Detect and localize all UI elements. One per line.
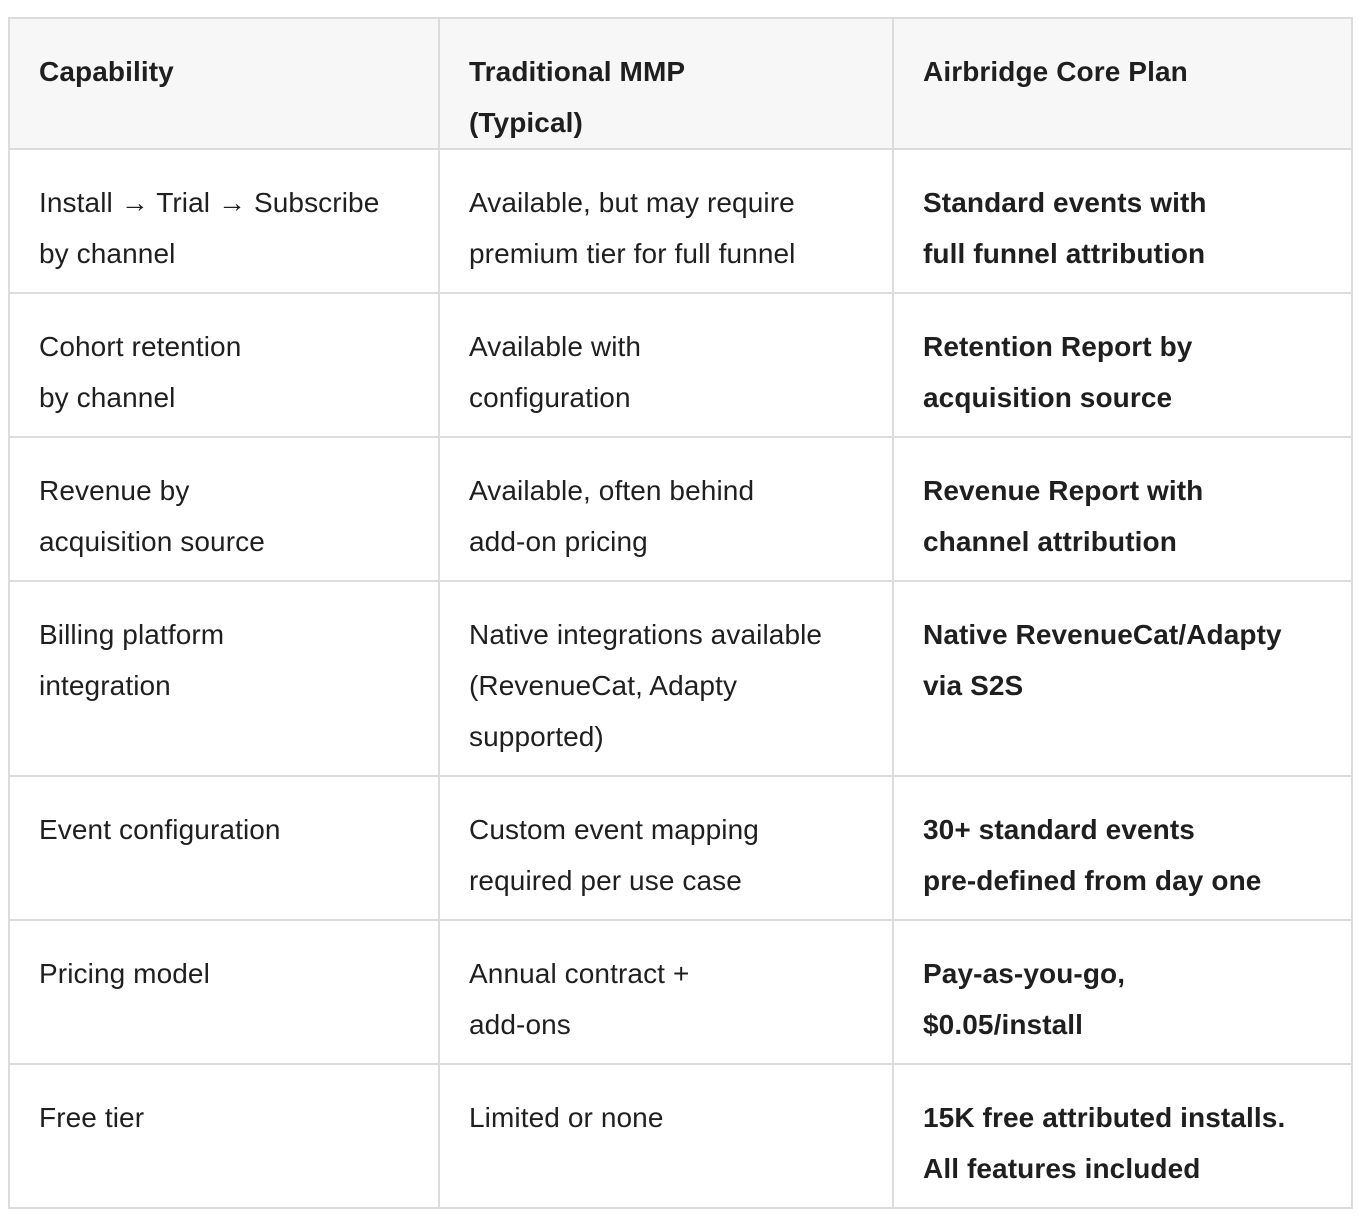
cell-line: via S2S	[923, 670, 1024, 701]
table-row	[9, 437, 1352, 581]
header-capability	[9, 18, 439, 149]
comparison-table-container	[8, 17, 1351, 1209]
traditional-cell	[439, 293, 893, 437]
cell-line: by channel	[39, 382, 176, 413]
cell-line: full funnel attribution	[923, 238, 1206, 269]
cell-line: add-on pricing	[469, 526, 648, 557]
traditional-cell	[439, 1064, 893, 1208]
cell-line: (RevenueCat, Adapty	[469, 670, 738, 701]
cell-line: Revenue Report with	[923, 475, 1204, 506]
header-line: Traditional MMP	[469, 56, 686, 87]
cell-line: acquisition source	[39, 526, 265, 557]
airbridge-cell	[893, 149, 1352, 293]
cell-line: Annual contract +	[469, 958, 690, 989]
cell-line: Limited or none	[469, 1102, 664, 1133]
cell-line: add-ons	[469, 1009, 571, 1040]
traditional-cell	[439, 149, 893, 293]
capability-cell	[9, 776, 439, 920]
capability-cell	[9, 581, 439, 776]
cell-line: 30+ standard events	[923, 814, 1195, 845]
header-line: Airbridge Core Plan	[923, 56, 1188, 87]
capability-cell	[9, 149, 439, 293]
cell-line: Install → Trial → Subscribe	[39, 187, 380, 218]
airbridge-cell	[893, 920, 1352, 1064]
cell-line: Native RevenueCat/Adapty	[923, 619, 1282, 650]
cell-line: Native integrations available	[469, 619, 823, 650]
cell-line: channel attribution	[923, 526, 1177, 557]
cell-line: Standard events with	[923, 187, 1207, 218]
cell-line: pre-defined from day one	[923, 865, 1262, 896]
cell-line: acquisition source	[923, 382, 1173, 413]
cell-line: premium tier for full funnel	[469, 238, 796, 269]
cell-line: Billing platform	[39, 619, 225, 650]
comparison-table	[8, 17, 1353, 1209]
cell-line: Pay-as-you-go,	[923, 958, 1126, 989]
airbridge-cell	[893, 293, 1352, 437]
cell-line: integration	[39, 670, 171, 701]
cell-line: Available, but may require	[469, 187, 795, 218]
capability-cell	[9, 437, 439, 581]
table-row	[9, 920, 1352, 1064]
cell-line: Custom event mapping	[469, 814, 759, 845]
cell-line: supported)	[469, 721, 604, 752]
cell-line: Event configuration	[39, 814, 281, 845]
table-row	[9, 776, 1352, 920]
traditional-cell	[439, 776, 893, 920]
airbridge-cell	[893, 1064, 1352, 1208]
cell-line: Available, often behind	[469, 475, 755, 506]
traditional-cell	[439, 581, 893, 776]
header-line: (Typical)	[469, 107, 583, 138]
header-line: Capability	[39, 56, 174, 87]
airbridge-cell	[893, 581, 1352, 776]
cell-line: Revenue by	[39, 475, 190, 506]
table-header-row	[9, 18, 1352, 149]
traditional-cell	[439, 437, 893, 581]
airbridge-cell	[893, 776, 1352, 920]
capability-cell	[9, 1064, 439, 1208]
table-row	[9, 149, 1352, 293]
traditional-cell	[439, 920, 893, 1064]
cell-line: Available with	[469, 331, 642, 362]
table-row	[9, 581, 1352, 776]
cell-line: Free tier	[39, 1102, 145, 1133]
cell-line: Retention Report by	[923, 331, 1193, 362]
cell-line: Cohort retention	[39, 331, 242, 362]
table-row	[9, 1064, 1352, 1208]
table-row	[9, 293, 1352, 437]
header-traditional-mmp	[439, 18, 893, 149]
cell-line: Pricing model	[39, 958, 210, 989]
capability-cell	[9, 293, 439, 437]
cell-line: All features included	[923, 1153, 1201, 1184]
cell-line: configuration	[469, 382, 631, 413]
cell-line: $0.05/install	[923, 1009, 1084, 1040]
cell-line: required per use case	[469, 865, 742, 896]
header-airbridge-core-plan	[893, 18, 1352, 149]
cell-line: by channel	[39, 238, 176, 269]
capability-cell	[9, 920, 439, 1064]
airbridge-cell	[893, 437, 1352, 581]
cell-line: 15K free attributed installs.	[923, 1102, 1286, 1133]
